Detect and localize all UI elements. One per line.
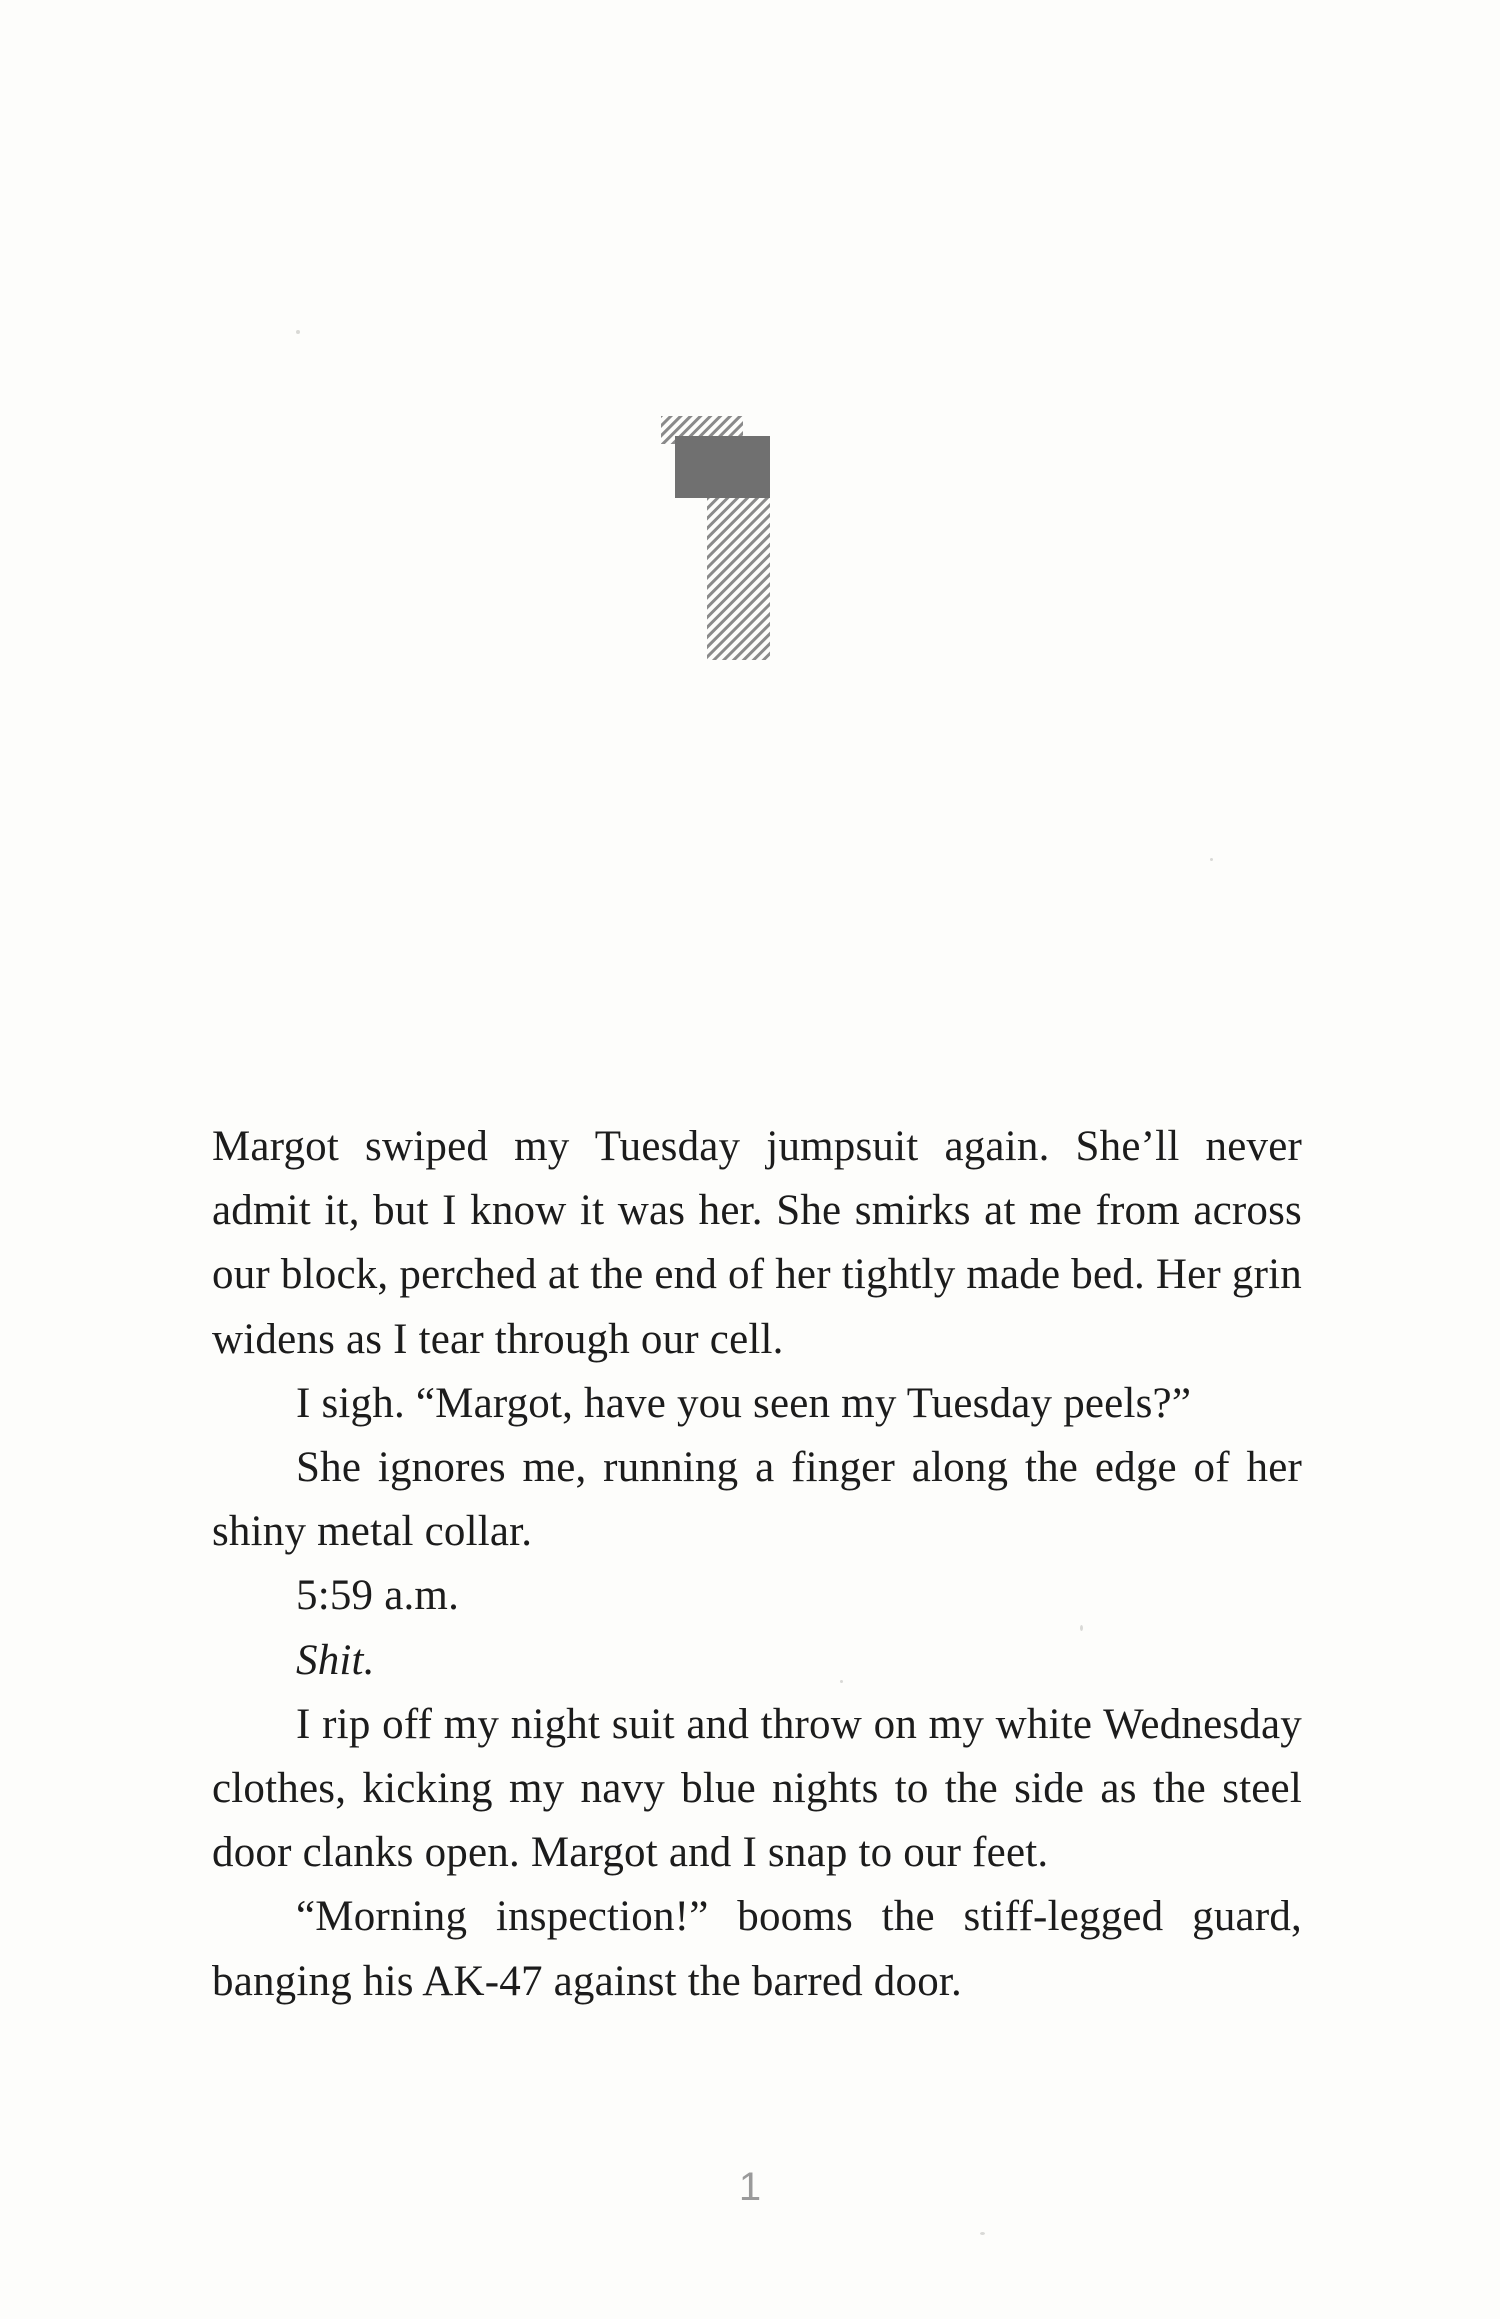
paragraph-2: I sigh. “Margot, have you seen my Tuesday peels?” <box>296 1379 1192 1427</box>
chapter-body <box>212 1115 1302 2014</box>
glyph-stem-hatch <box>707 498 770 660</box>
paragraph-5-exclamation: Shit. <box>296 1636 375 1684</box>
paragraph-1: Margot swiped my Tuesday jumpsuit again. She’ll never admit it, but I know it was her. She smirks at me from across our block, perched at the end of her tightly made bed. Her grin widens as I tear through our cell. <box>212 1123 1302 1363</box>
paragraph-4-time: 5:59 a.m. <box>296 1572 460 1620</box>
scan-speck <box>1210 858 1213 861</box>
glyph-solid-block <box>675 436 770 498</box>
scan-speck <box>980 2232 985 2235</box>
paragraph-3: She ignores me, running a finger along the edge of her shiny metal collar. <box>212 1444 1302 1556</box>
scan-speck <box>296 330 300 334</box>
paragraph-7: “Morning inspection!” booms the stiff-legged guard, banging his AK-47 against the barred door. <box>212 1893 1302 2005</box>
paragraph-6: I rip off my night suit and throw on my white Wednesday clothes, kicking my navy blue nights to the side as the steel door clanks open. Margot and I snap to our feet. <box>212 1700 1302 1877</box>
page-number: 1 <box>738 2165 762 2209</box>
chapter-number-1-glyph <box>655 410 785 670</box>
